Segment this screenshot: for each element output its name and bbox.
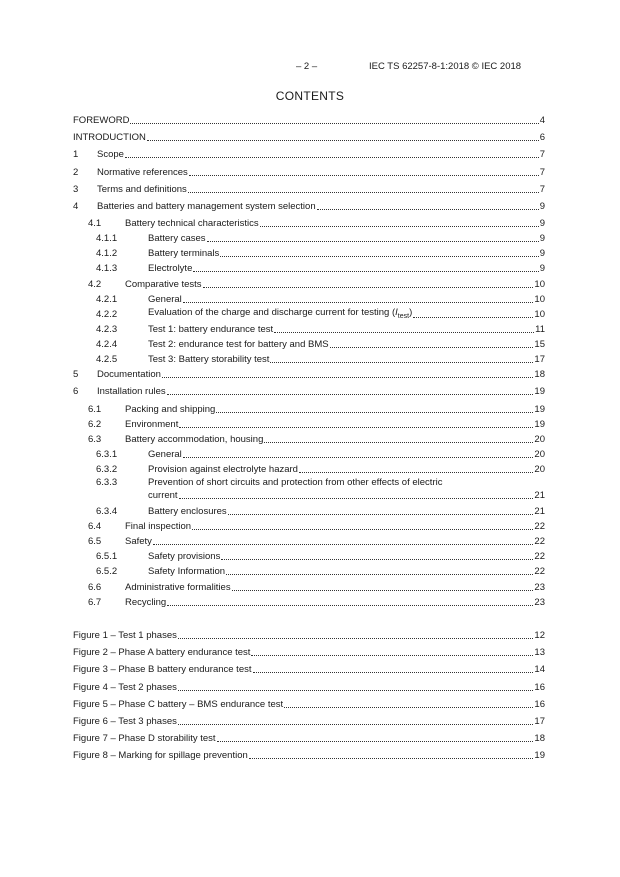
toc-entry[interactable]: 4.1.2 Battery terminals 9: [96, 248, 545, 259]
toc-entry[interactable]: 6.3 Battery accommodation, housing 20: [88, 434, 545, 445]
toc-entry-foreword[interactable]: FOREWORD 4: [73, 115, 545, 126]
figure-entry[interactable]: Figure 1 – Test 1 phases 12: [73, 630, 545, 641]
figure-entry[interactable]: Figure 7 – Phase D storability test 18: [73, 733, 545, 744]
toc-entry[interactable]: 6.3.1 General 20: [96, 449, 545, 460]
toc-entry[interactable]: 6.1 Packing and shipping 19: [88, 404, 545, 415]
toc-entry[interactable]: 4.1.1 Battery cases 9: [96, 233, 545, 244]
toc-entry[interactable]: 6.2 Environment 19: [88, 419, 545, 430]
toc-entry[interactable]: 4.2.1 General 10: [96, 294, 545, 305]
figure-entry[interactable]: Figure 5 – Phase C battery – BMS endurance test 16: [73, 699, 545, 710]
toc-entry-introduction[interactable]: INTRODUCTION 6: [73, 132, 545, 143]
toc-entry[interactable]: 1 Scope 7: [73, 149, 545, 160]
page-title: CONTENTS: [275, 89, 345, 103]
toc-entry[interactable]: 6.3.3 Prevention of short circuits and protection from other effects of electric current 21: [96, 477, 545, 501]
toc-entry[interactable]: 4.2.2 Evaluation of the charge and discharge current for testing $(I_{test})$ 10: [96, 307, 545, 320]
toc-entry[interactable]: 4.2.4 Test 2: endurance test for battery and BMS 15: [96, 339, 545, 350]
figure-entry[interactable]: Figure 4 – Test 2 phases 16: [73, 682, 545, 693]
toc-entry[interactable]: 6.3.2 Provision against electrolyte hazard 20: [96, 464, 545, 475]
toc-entry[interactable]: 6.7 Recycling 23: [88, 597, 545, 608]
figure-entry[interactable]: Figure 3 – Phase B battery endurance test 14: [73, 664, 545, 675]
toc-entry[interactable]: 6.6 Administrative formalities 23: [88, 582, 545, 593]
toc-entry[interactable]: 5 Documentation 18: [73, 369, 545, 380]
toc-entry[interactable]: 4.2.5 Test 3: Battery storability test 17: [96, 354, 545, 365]
figure-entry[interactable]: Figure 2 – Phase A battery endurance test 13: [73, 647, 545, 658]
standard-reference: IEC TS 62257-8-1:2018 © IEC 2018: [369, 61, 522, 72]
toc-entry[interactable]: 4.2.3 Test 1: battery endurance test 11: [96, 324, 545, 335]
toc-entry[interactable]: 4.2 Comparative tests 10: [88, 279, 545, 290]
toc-entry[interactable]: 6.3.4 Battery enclosures 21: [96, 506, 545, 517]
toc-entry[interactable]: 4 Batteries and battery management system selection 9: [73, 201, 545, 212]
figure-entry[interactable]: Figure 6 – Test 3 phases 17: [73, 716, 545, 727]
toc-entry[interactable]: 6.5.2 Safety Information 22: [96, 566, 545, 577]
toc-entry[interactable]: 6.5 Safety 22: [88, 536, 545, 547]
page-number: – 2 –: [296, 61, 318, 72]
toc-entry[interactable]: 4.1.3 Electrolyte 9: [96, 263, 545, 274]
toc-entry[interactable]: 6 Installation rules 19: [73, 386, 545, 397]
toc-entry[interactable]: 6.5.1 Safety provisions 22: [96, 551, 545, 562]
page-header: [0, 61, 620, 75]
toc-entry[interactable]: 6.4 Final inspection 22: [88, 521, 545, 532]
toc-entry[interactable]: 4.1 Battery technical characteristics 9: [88, 218, 545, 229]
toc-entry[interactable]: 3 Terms and definitions 7: [73, 184, 545, 195]
toc-entry[interactable]: 2 Normative references 7: [73, 167, 545, 178]
figure-entry[interactable]: Figure 8 – Marking for spillage prevention 19: [73, 750, 545, 761]
